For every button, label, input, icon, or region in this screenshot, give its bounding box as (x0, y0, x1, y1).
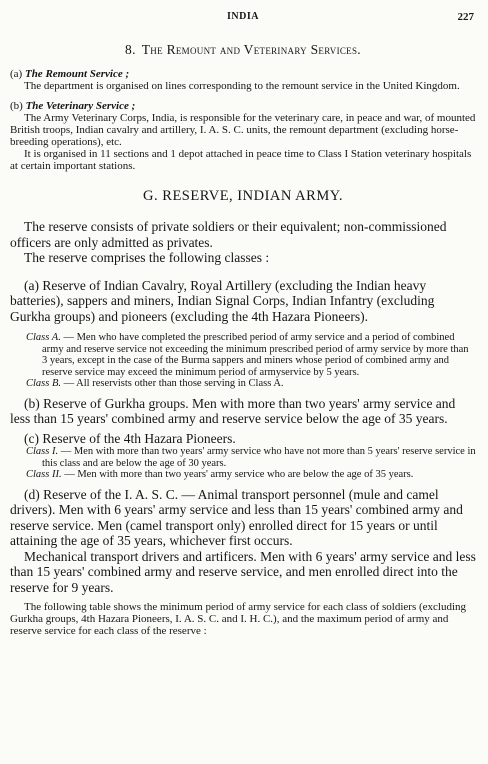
reserve-d-paragraph-2: Mechanical transport drivers and artificers. Men with 6 years' army service and less than 15 years' combined army and reserve service, and men enrolled direct into the reserve for 9 years. (10, 548, 476, 595)
reserve-a-paragraph: (a) Reserve of Indian Cavalry, Royal Artillery (excluding the Indian heavy batteries), sappers and miners, Indian Signal Corps, Indian Infantry (excluding Gurkha groups) and pioneers (excluding the 4th Hazara Pioneers). (10, 277, 435, 324)
remount-paragraph: The department is organised on lines corresponding to the remount service in the United Kingdom. (24, 80, 460, 92)
class-a-text: — Men who have completed the prescribed period of army service and a period of combined army and reserve service not exceeding the minimum prescribed period of army service by more than 3 years, except in the case of the Burma sappers and miners whose period of combined army and reserve service may exceed the minimum period of armyservice by 5 years. (42, 332, 469, 378)
veterinary-paragraph-1: The Army Veterinary Corps, India, is responsible for the veterinary care, in peace and war, of mounted British troops, Indian cavalry and artillery, I. A. S. C. units, the remount department (excluding horse-breeding operations), etc. (10, 112, 476, 148)
reserve-paragraph-1: The reserve consists of private soldiers or their equivalent; non-commissioned officers are only admitted as privates. (10, 219, 447, 250)
class-i-label: Class I. (26, 446, 59, 457)
reserve-paragraph-2: The reserve comprises the following classes : (24, 250, 270, 265)
class-a-entry (10, 332, 476, 378)
section-g-heading: G. RESERVE, INDIAN ARMY. (143, 188, 343, 204)
class-i-entry (10, 446, 476, 469)
item-label: (a) (10, 68, 23, 80)
class-a-label: Class A. (26, 332, 61, 343)
veterinary-title: The Veterinary Service ; (25, 100, 136, 112)
reserve-b-paragraph: (b) Reserve of Gurkha groups. Men with more than two years' army service and less than 15 years' combined army and reserve service below the age of 35 years. (10, 395, 456, 426)
page-number: 227 (457, 11, 474, 23)
class-ii-label: Class II. (26, 469, 62, 480)
class-i-text: — Men with more than two years' army service who have not more than 5 years' reserve service in this class and are below the age of 30 years. (42, 446, 476, 469)
reserve-d-paragraph: (d) Reserve of the I. A. S. C. — Animal transport personnel (mule and camel drivers). Men with 6 years' army service and less than 15 years' combined army and reserve service. Men (camel transport only) enrolled direct for 15 years or until attaining the age of 35 years, whichever first occurs. (10, 486, 463, 548)
veterinary-paragraph-2: It is organised in 11 sections and 1 depot attached in peace time to Class I Station veterinary hospitals at certain important stations. (10, 148, 472, 172)
reserve-c-paragraph: (c) Reserve of the 4th Hazara Pioneers. (24, 430, 236, 446)
veterinary-subheading (10, 100, 476, 112)
table-intro-paragraph: The following table shows the minimum period of army service for each class of soldiers (excluding Gurkha groups, 4th Hazara Pioneers, I. A. S. C. and I. H. C.), and the maximum period of army and reserve service for each class of the reserve : (10, 601, 467, 637)
class-ii-text: — Men with more than two years' army service who are below the age of 35 years. (61, 469, 414, 480)
section-number: 8. (125, 42, 136, 57)
class-b-entry (10, 378, 476, 390)
class-b-label: Class B. (26, 378, 62, 389)
remount-subheading (10, 68, 476, 80)
class-b-text: — All reservists other than those serving in Class A. (61, 378, 284, 389)
remount-title: The Remount Service ; (24, 68, 130, 80)
section-title: The Remount and Veterinary Services. (141, 42, 361, 57)
running-header (10, 8, 476, 26)
section-8-heading (10, 42, 476, 58)
item-label: (b) (10, 100, 23, 112)
running-title: INDIA (227, 11, 259, 22)
class-ii-entry (10, 469, 476, 481)
